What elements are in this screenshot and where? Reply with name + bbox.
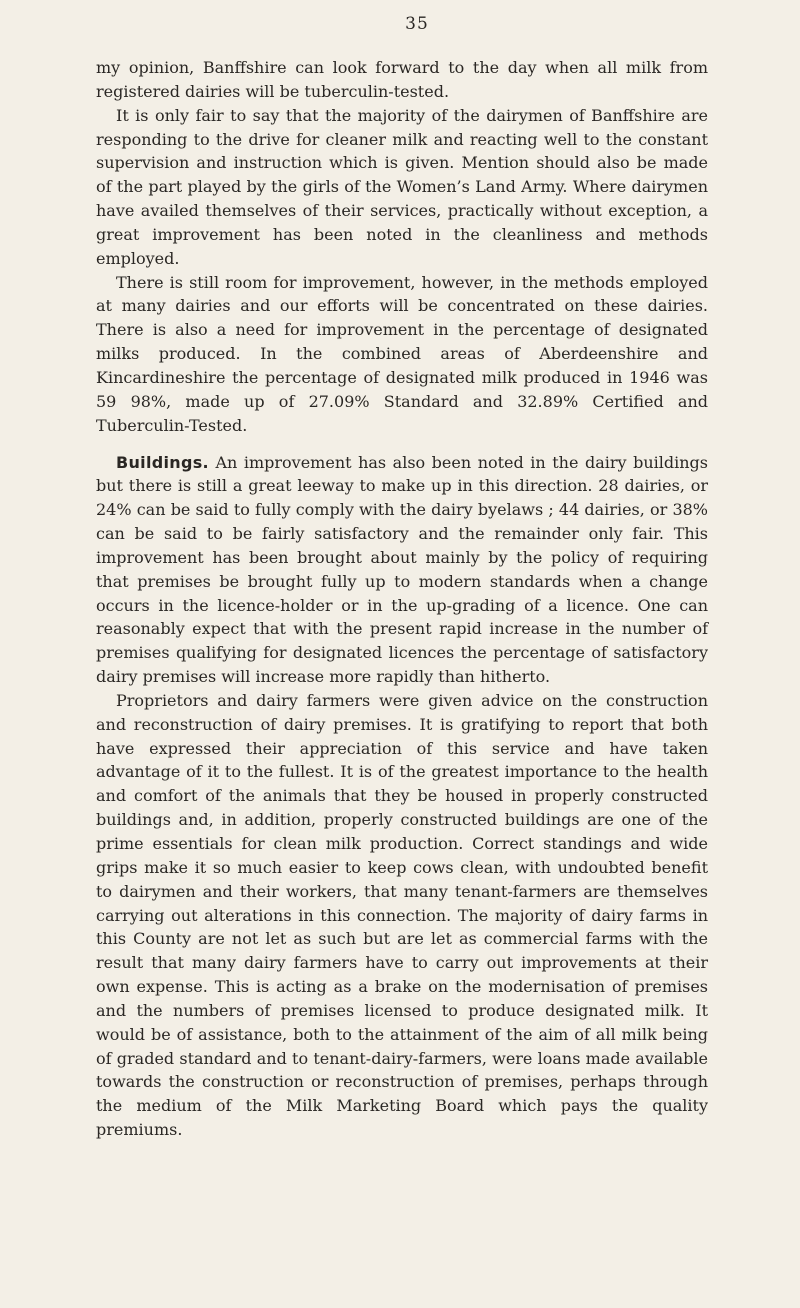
paragraph-buildings (96, 451, 708, 689)
document-page (96, 14, 708, 1142)
paragraph-proprietors-advice: Proprietors and dairy farmers were given advice on the construction and reconstruction of dairy premises. It is gratifying to report that both have expressed their appreciation of this service and have taken advantage of it to the fullest. It is of the greatest importance to the health and comfort of the animals that they be housed in properly constructed buildings and, in addition, properly constructed buildings are one of the prime essentials for clean milk production. Correct standings and wide grips make it so much easier to keep cows clean, with undoubted benefit to dairymen and their workers, that many tenant-farmers are themselves carrying out alterations in this connection. The majority of dairy farms in this County are not let as such but are let as commercial farms with the result that many dairy farmers have to carry out improvements at their own expense. This is acting as a brake on the modernisation of premises and the numbers of premises licensed to produce designated milk. It would be of assistance, both to the attainment of the aim of all milk being of graded standard and to tenant-dairy-farmers, were loans made available towards the construction or reconstruction of premises, perhaps through the medium of the Milk Marketing Board which pays the quality premiums. (96, 690, 708, 1140)
section-heading-buildings: Buildings. (116, 452, 209, 472)
paragraph-opening: my opinion, Banffshire can look forward to the day when all milk from registered dairies will be tuberculin-tested. (96, 58, 708, 101)
page-number: 35 (405, 14, 429, 34)
paragraph-improvement-needed: There is still room for improvement, however, in the methods employed at many dairies and our efforts will be concentrated on these dairies. There is also a need for improvement in the percentage of designated milks produced. In the combined areas of Aberdeenshire and Kincardineshire the percentage of designated milk produced in 1946 was 59 98%, made up of 27.09% Standard and 32.89% Certified and Tuberculin-Tested. (96, 272, 708, 435)
section-gap (96, 438, 708, 451)
paragraph-buildings-text: An improvement has also been noted in the dairy buildings but there is still a great leeway to make up in this direction. 28 dairies, or 24% can be said to fully comply with the dairy byelaws ; 44 dairies, or 38% can be said to be fairly satisfactory and the remainder only fair. This improvement has been brought about mainly by the policy of requiring that premises be brought fully up to modern standards when a change occurs in the licence-holder or in the up-grading of a licence. One can reasonably expect that with the present rapid increase in the number of premises qualifying for designated licences the percentage of satisfactory dairy premises will increase more rapidly than hitherto. (96, 452, 708, 687)
paragraph-dairymen-response: It is only fair to say that the majority of the dairymen of Banffshire are responding to the drive for cleaner milk and reacting well to the constant supervision and instruction which is given. Mention should also be made of the part played by the girls of the Women’s Land Army. Where dairymen have availed themselves of their services, practically without exception, a great improvement has been noted in the cleanliness and methods employed. (96, 105, 708, 268)
